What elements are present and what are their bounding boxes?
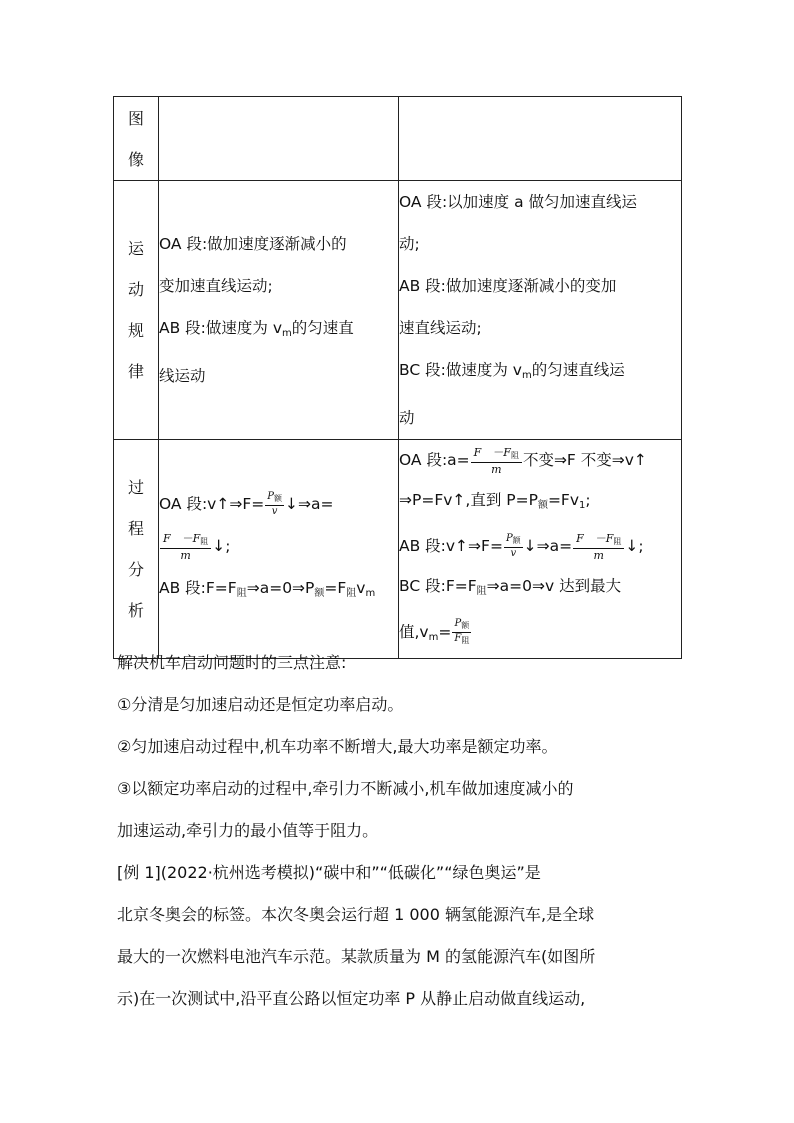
vehicle-start-table [113,96,682,659]
subscript: 阻 [200,536,209,546]
frac-num: F －F [576,531,614,545]
text-line [159,567,398,615]
subscript: 额 [461,621,470,630]
subscript: 额 [314,588,325,599]
text-fragment: ; [585,491,591,509]
motion-row [114,181,682,440]
text-fragment: ↓⇒a= [284,495,334,513]
text-line [399,349,681,397]
text-line: 线运动 [159,367,206,385]
fraction [452,618,471,647]
example-text-line: [例 1](2022·杭州选考模拟)“碳中和”“低碳化”“绿色奥运”是 [117,863,541,882]
text-fragment: v [356,579,366,597]
text-line [399,566,681,612]
motion-row-header [114,181,159,440]
frac-num: F －F [163,531,201,545]
header-char: 程 [127,519,144,538]
image-row-header [114,97,159,181]
motion-cell-right [399,181,682,440]
fraction [471,446,522,476]
process-cell-right [399,440,682,659]
text-fragment: 不变⇒F 不变⇒v↑ [522,451,647,469]
text-fragment: ↓; [212,537,231,555]
text-line [399,480,681,526]
subscript: m [521,370,532,381]
note-item-3-cont: 加速运动,牵引力的最小值等于阻力。 [117,821,379,840]
frac-den: v [510,548,517,559]
text-line [159,525,398,567]
text-fragment: 值,v [399,623,429,641]
text-fragment: AB 段:v↑⇒F= [399,537,503,555]
motion-cell-left [159,181,399,440]
subscript: 额 [512,536,521,545]
frac-den: m [491,462,502,476]
frac-den: m [593,548,604,562]
text-line: AB 段:做加速度逐渐减小的变加 [399,277,617,295]
subscript: 1 [579,500,586,511]
text-fragment: 的匀速直线运 [531,361,625,379]
header-char: 动 [127,280,144,299]
text-fragment: ⇒a=0⇒P [246,579,315,597]
text-fragment: ⇒P=Fv↑,直到 P=P [399,491,538,509]
text-line: 速直线运动; [399,319,482,337]
text-fragment: OA 段:v↑⇒F= [159,495,265,513]
subscript: 阻 [346,588,357,599]
text-line [399,440,681,480]
text-line [159,483,398,525]
frac-num: P [454,618,462,629]
frac-den: v [271,506,278,517]
frac-num: P [505,533,513,544]
text-fragment: AB 段:F=F [159,579,237,597]
frac-num: F －F [473,445,511,459]
fraction [573,532,624,562]
text-fragment: ↓; [625,537,644,555]
text-line: 动 [399,409,415,427]
frac-num: P [267,491,274,502]
process-cell-left [159,440,399,659]
header-char: 律 [127,362,144,381]
process-row [114,440,682,659]
subscript: 阻 [461,636,470,645]
frac-den: m [180,548,191,562]
fraction [504,533,523,560]
text-fragment: ⇒a=0⇒v 达到最大 [486,577,622,595]
example-text-line: 最大的一次燃料电池汽车示范。某款质量为 M 的氢能源汽车(如图所 [117,947,596,966]
image-row [114,97,682,181]
frac-den: F [454,633,462,644]
subscript: m [365,588,376,599]
note-item-2: ②匀加速启动过程中,机车功率不断增大,最大功率是额定功率。 [117,737,558,756]
text-fragment: 的匀速直 [291,319,354,337]
fraction [265,491,284,518]
text-line [159,307,398,355]
process-row-header [114,440,159,659]
subscript: 阻 [476,586,487,597]
subscript: 额 [273,494,282,503]
text-fragment: ↓⇒a= [523,537,573,555]
subscript: 额 [537,500,548,511]
header-char: 析 [127,601,144,620]
note-item-1: ①分清是匀加速启动还是恒定功率启动。 [117,695,404,714]
text-fragment: =F [324,579,347,597]
text-fragment: BC 段:做速度为 v [399,361,522,379]
header-char: 像 [127,149,144,169]
header-char: 规 [127,321,144,340]
header-char: 图 [127,108,144,128]
text-fragment: =Fv [547,491,580,509]
example-text-line: 北京冬奥会的标签。本次冬奥会运行超 1 000 辆氢能源汽车,是全球 [117,905,595,924]
header-char: 过 [127,478,144,497]
notes-heading: 解决机车启动问题时的三点注意: [117,653,347,672]
note-item-3: ③以额定功率启动的过程中,牵引力不断减小,机车做加速度减小的 [117,779,574,798]
subscript: 阻 [236,588,247,599]
image-cell-left [159,97,399,181]
text-fragment: AB 段:做速度为 v [159,319,282,337]
header-char: 运 [127,239,144,258]
header-char: 分 [127,560,144,579]
text-line: 动; [399,235,420,253]
text-fragment: BC 段:F=F [399,577,477,595]
subscript: 阻 [510,450,519,460]
fraction [160,532,211,562]
text-fragment: OA 段:a= [399,451,470,469]
example-text-line: 示)在一次测试中,沿平直公路以恒定功率 P 从静止启动做直线运动, [117,989,586,1008]
subscript: m [282,328,292,339]
text-fragment: = [438,623,452,641]
text-line [399,526,681,566]
text-line: OA 段:做加速度逐渐减小的 [159,235,347,253]
text-line: OA 段:以加速度 a 做匀加速直线运 [399,193,638,211]
subscript: m [428,632,439,643]
subscript: 阻 [613,536,622,546]
text-line: 变加速直线运动; [159,277,273,295]
image-cell-right [399,97,682,181]
